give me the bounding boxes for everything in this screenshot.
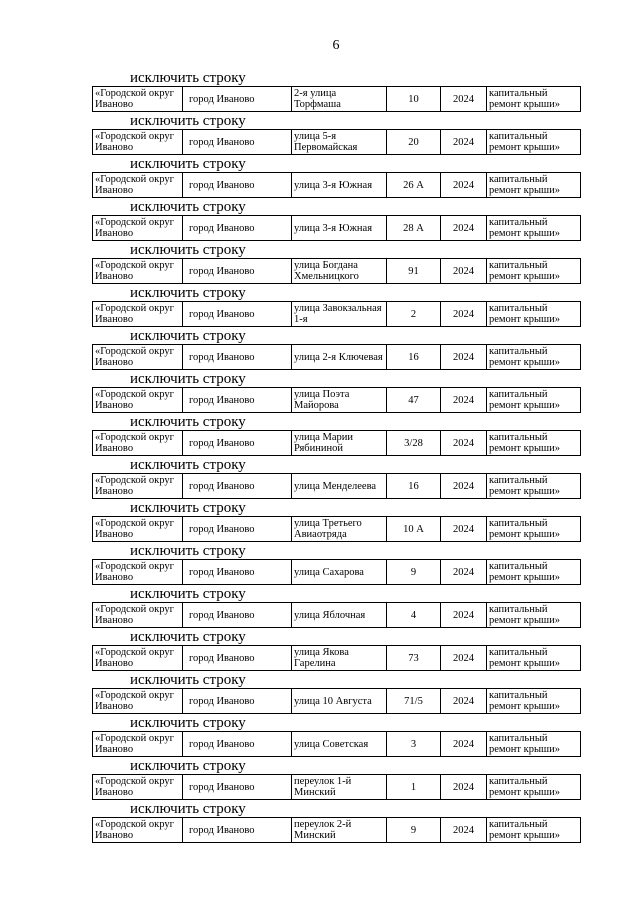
exclude-row-label: исключить строку <box>130 500 246 516</box>
amendment-list <box>92 70 580 844</box>
work-type-cell: капитальный ремонт крыши» <box>487 646 581 671</box>
amendment-block <box>92 457 580 500</box>
city-cell: город Иваново <box>183 818 292 843</box>
work-type-cell: капитальный ремонт крыши» <box>487 818 581 843</box>
year-cell: 2024 <box>441 259 487 284</box>
district-cell: «Городской округ Иваново <box>93 689 183 714</box>
house-number-cell: 10 А <box>387 517 441 542</box>
year-cell: 2024 <box>441 388 487 413</box>
house-number-cell: 26 А <box>387 173 441 198</box>
year-cell: 2024 <box>441 431 487 456</box>
amendment-block <box>92 242 580 285</box>
city-cell: город Иваново <box>183 646 292 671</box>
amendment-block <box>92 801 580 844</box>
exclude-row-label: исключить строку <box>130 543 246 559</box>
work-type-cell: капитальный ремонт крыши» <box>487 345 581 370</box>
table-row <box>92 301 581 327</box>
exclude-row-label: исключить строку <box>130 285 246 301</box>
year-cell: 2024 <box>441 732 487 757</box>
exclude-row-label: исключить строку <box>130 758 246 774</box>
city-cell: город Иваново <box>183 689 292 714</box>
amendment-block <box>92 758 580 801</box>
district-cell: «Городской округ Иваново <box>93 130 183 155</box>
city-cell: город Иваново <box>183 173 292 198</box>
city-cell: город Иваново <box>183 130 292 155</box>
exclude-row-label: исключить строку <box>130 242 246 258</box>
exclude-row-label: исключить строку <box>130 371 246 387</box>
city-cell: город Иваново <box>183 259 292 284</box>
district-cell: «Городской округ Иваново <box>93 345 183 370</box>
district-cell: «Городской округ Иваново <box>93 818 183 843</box>
house-number-cell: 71/5 <box>387 689 441 714</box>
amendment-block <box>92 672 580 715</box>
house-number-cell: 73 <box>387 646 441 671</box>
city-cell: город Иваново <box>183 474 292 499</box>
house-number-cell: 1 <box>387 775 441 800</box>
city-cell: город Иваново <box>183 560 292 585</box>
exclude-row-label: исключить строку <box>130 801 246 817</box>
exclude-row-label: исключить строку <box>130 156 246 172</box>
district-cell: «Городской округ Иваново <box>93 775 183 800</box>
house-number-cell: 47 <box>387 388 441 413</box>
exclude-row-label: исключить строку <box>130 414 246 430</box>
house-number-cell: 16 <box>387 345 441 370</box>
year-cell: 2024 <box>441 302 487 327</box>
exclude-row-label: исключить строку <box>130 672 246 688</box>
street-cell: улица Яблочная <box>292 603 387 628</box>
work-type-cell: капитальный ремонт крыши» <box>487 130 581 155</box>
table-row <box>92 559 581 585</box>
work-type-cell: капитальный ремонт крыши» <box>487 216 581 241</box>
street-cell: переулок 1-й Минский <box>292 775 387 800</box>
amendment-block <box>92 715 580 758</box>
amendment-block <box>92 285 580 328</box>
city-cell: город Иваново <box>183 732 292 757</box>
year-cell: 2024 <box>441 818 487 843</box>
house-number-cell: 10 <box>387 87 441 112</box>
table-row <box>92 430 581 456</box>
house-number-cell: 9 <box>387 818 441 843</box>
amendment-block <box>92 371 580 414</box>
street-cell: улица 5-я Первомайская <box>292 130 387 155</box>
amendment-block <box>92 414 580 457</box>
exclude-row-label: исключить строку <box>130 113 246 129</box>
year-cell: 2024 <box>441 87 487 112</box>
exclude-row-label: исключить строку <box>130 199 246 215</box>
district-cell: «Городской округ Иваново <box>93 388 183 413</box>
district-cell: «Городской округ Иваново <box>93 302 183 327</box>
table-row <box>92 516 581 542</box>
work-type-cell: капитальный ремонт крыши» <box>487 775 581 800</box>
house-number-cell: 28 А <box>387 216 441 241</box>
house-number-cell: 9 <box>387 560 441 585</box>
work-type-cell: капитальный ремонт крыши» <box>487 603 581 628</box>
table-row <box>92 172 581 198</box>
year-cell: 2024 <box>441 474 487 499</box>
work-type-cell: капитальный ремонт крыши» <box>487 689 581 714</box>
house-number-cell: 3 <box>387 732 441 757</box>
year-cell: 2024 <box>441 646 487 671</box>
city-cell: город Иваново <box>183 775 292 800</box>
city-cell: город Иваново <box>183 302 292 327</box>
district-cell: «Городской округ Иваново <box>93 560 183 585</box>
street-cell: улица Марии Рябининой <box>292 431 387 456</box>
district-cell: «Городской округ Иваново <box>93 216 183 241</box>
exclude-row-label: исключить строку <box>130 715 246 731</box>
street-cell: улица Советская <box>292 732 387 757</box>
street-cell: улица Третьего Авиаотряда <box>292 517 387 542</box>
street-cell: улица 2-я Ключевая <box>292 345 387 370</box>
year-cell: 2024 <box>441 689 487 714</box>
work-type-cell: капитальный ремонт крыши» <box>487 474 581 499</box>
amendment-block <box>92 113 580 156</box>
city-cell: город Иваново <box>183 345 292 370</box>
amendment-block <box>92 156 580 199</box>
city-cell: город Иваново <box>183 431 292 456</box>
district-cell: «Городской округ Иваново <box>93 517 183 542</box>
work-type-cell: капитальный ремонт крыши» <box>487 431 581 456</box>
work-type-cell: капитальный ремонт крыши» <box>487 173 581 198</box>
table-row <box>92 344 581 370</box>
amendment-block <box>92 543 580 586</box>
table-row <box>92 258 581 284</box>
amendment-block <box>92 500 580 543</box>
city-cell: город Иваново <box>183 216 292 241</box>
district-cell: «Городской округ Иваново <box>93 646 183 671</box>
table-row <box>92 602 581 628</box>
table-row <box>92 731 581 757</box>
table-row <box>92 129 581 155</box>
house-number-cell: 91 <box>387 259 441 284</box>
amendment-block <box>92 199 580 242</box>
district-cell: «Городской округ Иваново <box>93 603 183 628</box>
table-row <box>92 688 581 714</box>
year-cell: 2024 <box>441 216 487 241</box>
street-cell: улица Сахарова <box>292 560 387 585</box>
street-cell: переулок 2-й Минский <box>292 818 387 843</box>
amendment-block <box>92 629 580 672</box>
district-cell: «Городской округ Иваново <box>93 732 183 757</box>
street-cell: улица Поэта Майорова <box>292 388 387 413</box>
work-type-cell: капитальный ремонт крыши» <box>487 388 581 413</box>
year-cell: 2024 <box>441 173 487 198</box>
work-type-cell: капитальный ремонт крыши» <box>487 732 581 757</box>
table-row <box>92 774 581 800</box>
city-cell: город Иваново <box>183 87 292 112</box>
district-cell: «Городской округ Иваново <box>93 173 183 198</box>
district-cell: «Городской округ Иваново <box>93 87 183 112</box>
street-cell: улица Менделеева <box>292 474 387 499</box>
work-type-cell: капитальный ремонт крыши» <box>487 259 581 284</box>
table-row <box>92 473 581 499</box>
city-cell: город Иваново <box>183 388 292 413</box>
exclude-row-label: исключить строку <box>130 457 246 473</box>
street-cell: улица Якова Гарелина <box>292 646 387 671</box>
house-number-cell: 20 <box>387 130 441 155</box>
work-type-cell: капитальный ремонт крыши» <box>487 517 581 542</box>
table-row <box>92 817 581 843</box>
exclude-row-label: исключить строку <box>130 328 246 344</box>
street-cell: улица 3-я Южная <box>292 216 387 241</box>
house-number-cell: 2 <box>387 302 441 327</box>
district-cell: «Городской округ Иваново <box>93 431 183 456</box>
street-cell: улица Завокзальная 1-я <box>292 302 387 327</box>
street-cell: улица 3-я Южная <box>292 173 387 198</box>
city-cell: город Иваново <box>183 517 292 542</box>
street-cell: улица 10 Августа <box>292 689 387 714</box>
city-cell: город Иваново <box>183 603 292 628</box>
exclude-row-label: исключить строку <box>130 586 246 602</box>
work-type-cell: капитальный ремонт крыши» <box>487 302 581 327</box>
district-cell: «Городской округ Иваново <box>93 259 183 284</box>
year-cell: 2024 <box>441 603 487 628</box>
table-row <box>92 645 581 671</box>
exclude-row-label: исключить строку <box>130 629 246 645</box>
table-row <box>92 86 581 112</box>
table-row <box>92 215 581 241</box>
amendment-block <box>92 70 580 113</box>
exclude-row-label: исключить строку <box>130 70 246 86</box>
house-number-cell: 16 <box>387 474 441 499</box>
table-row <box>92 387 581 413</box>
year-cell: 2024 <box>441 560 487 585</box>
street-cell: 2-я улица Торфмаша <box>292 87 387 112</box>
year-cell: 2024 <box>441 517 487 542</box>
year-cell: 2024 <box>441 775 487 800</box>
amendment-block <box>92 586 580 629</box>
year-cell: 2024 <box>441 130 487 155</box>
house-number-cell: 4 <box>387 603 441 628</box>
house-number-cell: 3/28 <box>387 431 441 456</box>
work-type-cell: капитальный ремонт крыши» <box>487 87 581 112</box>
page-number: 6 <box>332 38 340 53</box>
street-cell: улица Богдана Хмельницкого <box>292 259 387 284</box>
district-cell: «Городской округ Иваново <box>93 474 183 499</box>
work-type-cell: капитальный ремонт крыши» <box>487 560 581 585</box>
amendment-block <box>92 328 580 371</box>
year-cell: 2024 <box>441 345 487 370</box>
